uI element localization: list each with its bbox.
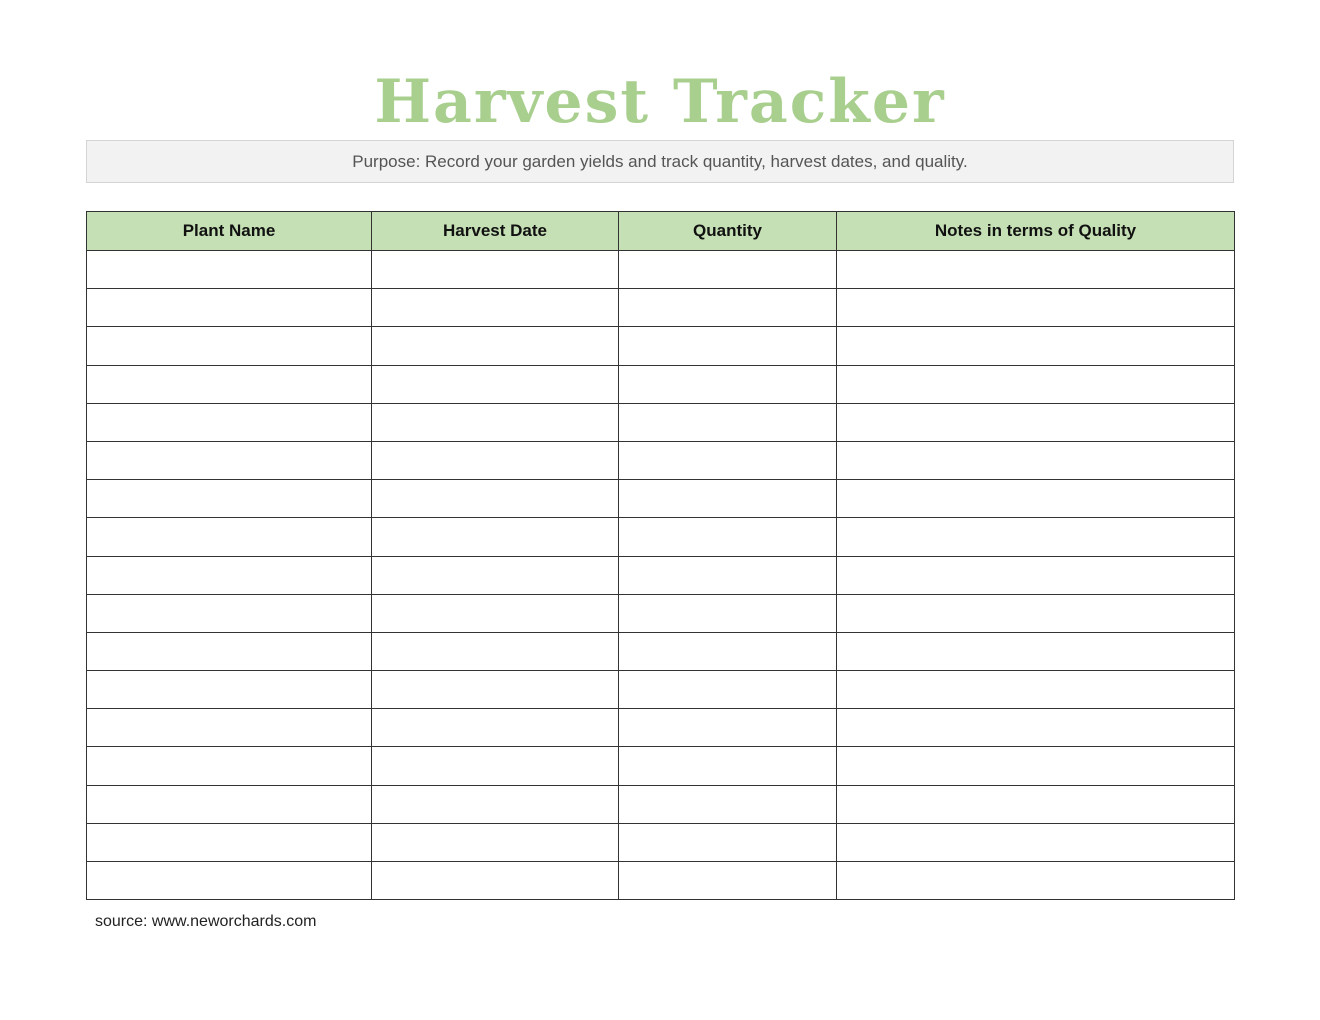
cell-plant-name[interactable] <box>87 441 372 479</box>
column-header-plant-name: Plant Name <box>87 212 372 251</box>
column-header-quantity: Quantity <box>619 212 837 251</box>
cell-notes-quality[interactable] <box>837 441 1235 479</box>
table-row <box>87 823 1235 861</box>
cell-plant-name[interactable] <box>87 251 372 289</box>
cell-plant-name[interactable] <box>87 709 372 747</box>
cell-quantity[interactable] <box>619 480 837 518</box>
cell-notes-quality[interactable] <box>837 251 1235 289</box>
cell-quantity[interactable] <box>619 441 837 479</box>
cell-notes-quality[interactable] <box>837 480 1235 518</box>
table-row <box>87 403 1235 441</box>
cell-quantity[interactable] <box>619 785 837 823</box>
table-row <box>87 365 1235 403</box>
table-row <box>87 709 1235 747</box>
cell-quantity[interactable] <box>619 632 837 670</box>
cell-quantity[interactable] <box>619 671 837 709</box>
cell-notes-quality[interactable] <box>837 785 1235 823</box>
cell-plant-name[interactable] <box>87 594 372 632</box>
cell-harvest-date[interactable] <box>372 441 619 479</box>
cell-plant-name[interactable] <box>87 365 372 403</box>
table-row <box>87 862 1235 900</box>
cell-harvest-date[interactable] <box>372 709 619 747</box>
page-title: Harvest Tracker <box>374 67 946 137</box>
cell-harvest-date[interactable] <box>372 327 619 365</box>
cell-harvest-date[interactable] <box>372 556 619 594</box>
cell-plant-name[interactable] <box>87 632 372 670</box>
cell-notes-quality[interactable] <box>837 862 1235 900</box>
table-row <box>87 441 1235 479</box>
cell-notes-quality[interactable] <box>837 709 1235 747</box>
cell-notes-quality[interactable] <box>837 365 1235 403</box>
harvest-table <box>86 211 1235 900</box>
cell-quantity[interactable] <box>619 251 837 289</box>
table-row <box>87 671 1235 709</box>
cell-notes-quality[interactable] <box>837 594 1235 632</box>
cell-harvest-date[interactable] <box>372 365 619 403</box>
table-row <box>87 556 1235 594</box>
cell-notes-quality[interactable] <box>837 327 1235 365</box>
table-row <box>87 632 1235 670</box>
cell-harvest-date[interactable] <box>372 403 619 441</box>
cell-quantity[interactable] <box>619 403 837 441</box>
cell-plant-name[interactable] <box>87 823 372 861</box>
cell-quantity[interactable] <box>619 594 837 632</box>
cell-plant-name[interactable] <box>87 862 372 900</box>
table-row <box>87 327 1235 365</box>
cell-plant-name[interactable] <box>87 556 372 594</box>
cell-plant-name[interactable] <box>87 327 372 365</box>
table-row <box>87 480 1235 518</box>
cell-notes-quality[interactable] <box>837 823 1235 861</box>
cell-quantity[interactable] <box>619 862 837 900</box>
table-row <box>87 251 1235 289</box>
cell-harvest-date[interactable] <box>372 289 619 327</box>
cell-harvest-date[interactable] <box>372 594 619 632</box>
cell-quantity[interactable] <box>619 709 837 747</box>
table-row <box>87 289 1235 327</box>
table-row <box>87 747 1235 785</box>
cell-harvest-date[interactable] <box>372 632 619 670</box>
cell-plant-name[interactable] <box>87 480 372 518</box>
cell-harvest-date[interactable] <box>372 480 619 518</box>
table-row <box>87 594 1235 632</box>
cell-harvest-date[interactable] <box>372 251 619 289</box>
cell-notes-quality[interactable] <box>837 518 1235 556</box>
cell-notes-quality[interactable] <box>837 289 1235 327</box>
cell-harvest-date[interactable] <box>372 785 619 823</box>
cell-quantity[interactable] <box>619 327 837 365</box>
column-header-notes-quality: Notes in terms of Quality <box>837 212 1235 251</box>
cell-quantity[interactable] <box>619 823 837 861</box>
cell-quantity[interactable] <box>619 518 837 556</box>
cell-notes-quality[interactable] <box>837 747 1235 785</box>
cell-harvest-date[interactable] <box>372 518 619 556</box>
cell-harvest-date[interactable] <box>372 671 619 709</box>
cell-harvest-date[interactable] <box>372 823 619 861</box>
cell-quantity[interactable] <box>619 365 837 403</box>
cell-notes-quality[interactable] <box>837 556 1235 594</box>
cell-plant-name[interactable] <box>87 747 372 785</box>
table-body <box>87 251 1235 900</box>
column-header-harvest-date: Harvest Date <box>372 212 619 251</box>
cell-quantity[interactable] <box>619 556 837 594</box>
cell-plant-name[interactable] <box>87 403 372 441</box>
source-credit: source: www.neworchards.com <box>95 913 317 930</box>
cell-harvest-date[interactable] <box>372 747 619 785</box>
purpose-banner: Purpose: Record your garden yields and track quantity, harvest dates, and quality. <box>86 140 1234 183</box>
cell-notes-quality[interactable] <box>837 671 1235 709</box>
cell-quantity[interactable] <box>619 747 837 785</box>
cell-notes-quality[interactable] <box>837 403 1235 441</box>
table-row <box>87 518 1235 556</box>
cell-harvest-date[interactable] <box>372 862 619 900</box>
table-header-row <box>87 212 1235 251</box>
cell-plant-name[interactable] <box>87 671 372 709</box>
cell-plant-name[interactable] <box>87 785 372 823</box>
cell-notes-quality[interactable] <box>837 632 1235 670</box>
table-row <box>87 785 1235 823</box>
cell-plant-name[interactable] <box>87 518 372 556</box>
cell-quantity[interactable] <box>619 289 837 327</box>
cell-plant-name[interactable] <box>87 289 372 327</box>
